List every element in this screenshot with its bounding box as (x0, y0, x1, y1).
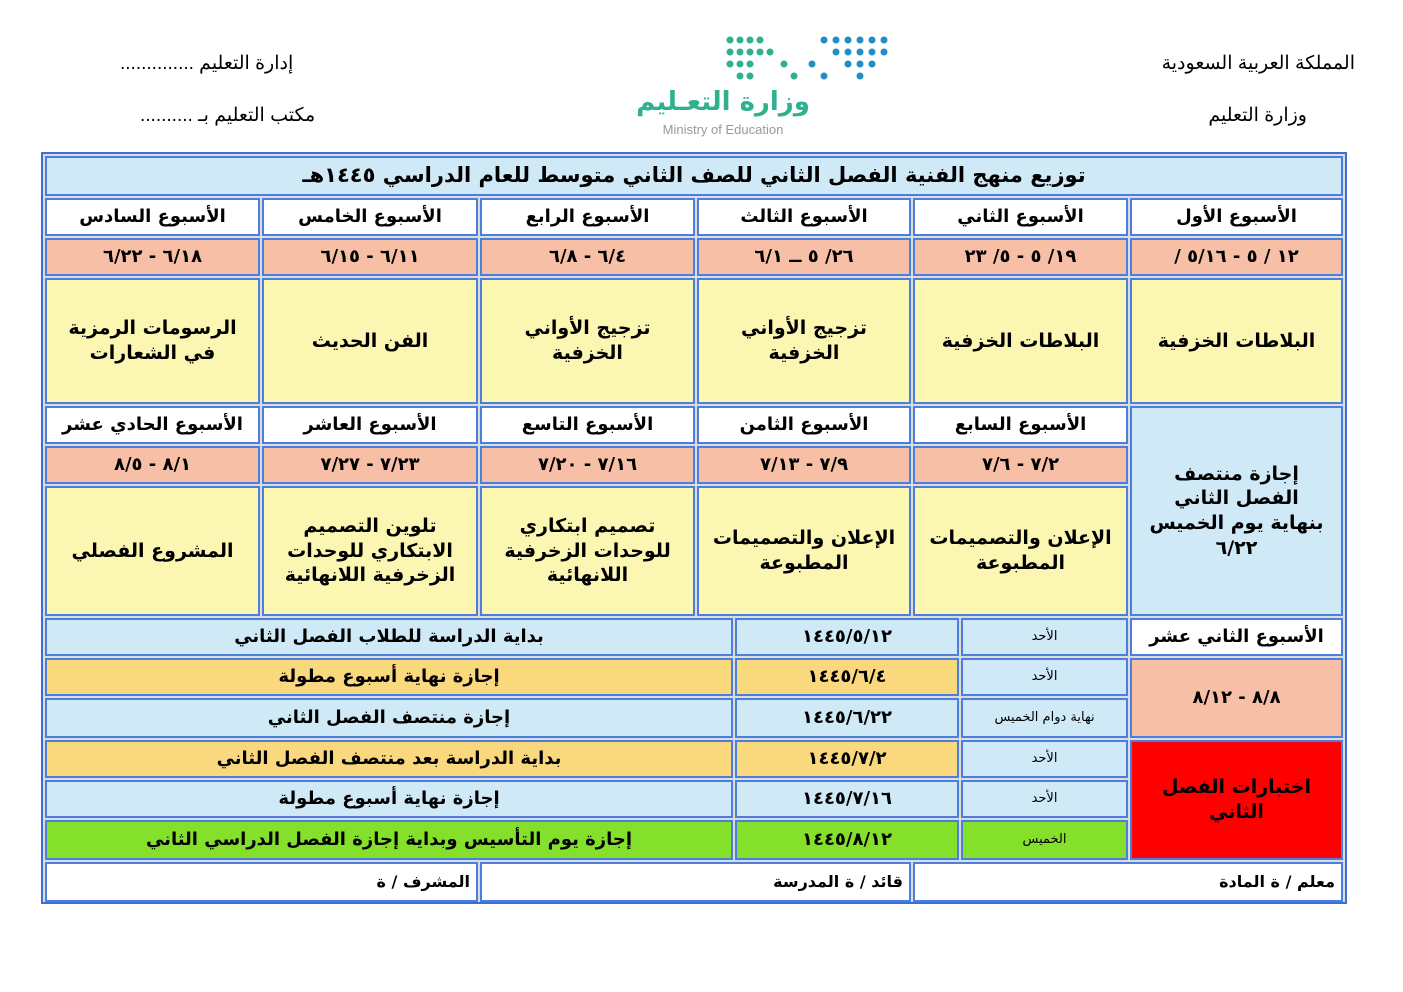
education-office-label: مكتب التعليم بـ .......... (140, 105, 316, 126)
logo-english-text: Ministry of Education (662, 122, 784, 137)
week-7-dates: ٧/٢ - ٧/٦ (913, 446, 1128, 484)
week-10-dates: ٧/٢٣ - ٧/٢٧ (262, 446, 478, 484)
week-5-topic: الفن الحديث (262, 278, 478, 404)
event-5-text: إجازة نهاية أسبوع مطولة (45, 780, 733, 818)
week-8-dates: ٧/٩ - ٧/١٣ (697, 446, 911, 484)
week-3-topic: تزجيج الأواني الخزفية (697, 278, 911, 404)
week-4-label: الأسبوع الرابع (480, 198, 695, 236)
week-11-dates: ٨/١ - ٨/٥ (45, 446, 260, 484)
teacher-signature: معلم / ة المادة (913, 862, 1343, 902)
week-8-label: الأسبوع الثامن (697, 406, 911, 444)
week-10-topic: تلوين التصميم الابتكاري للوحدات الزخرفية اللانهائية (262, 486, 478, 616)
event-6-day: الخميس (961, 820, 1128, 860)
event-1-day: الأحد (961, 618, 1128, 656)
event-1-date: ١٤٤٥/٥/١٢ (735, 618, 959, 656)
week-1-label: الأسبوع الأول (1130, 198, 1343, 236)
kingdom-label: المملكة العربية السعودية (1161, 53, 1355, 74)
event-4-day: الأحد (961, 740, 1128, 778)
week-5-dates: ٦/١١ - ٦/١٥ (262, 238, 478, 276)
week-2-label: الأسبوع الثاني (913, 198, 1128, 236)
week-9-topic: تصميم ابتكاري للوحدات الزخرفية اللانهائية (480, 486, 695, 616)
week-3-dates: ٢٦/ ٥ ــ ٦/١ (697, 238, 911, 276)
event-3-date: ١٤٤٥/٦/٢٢ (735, 698, 959, 738)
week-1-topic: البلاطات الخزفية (1130, 278, 1343, 404)
week-12-label: الأسبوع الثاني عشر (1130, 618, 1343, 656)
principal-signature: قائد / ة المدرسة (480, 862, 911, 902)
event-2-day: الأحد (961, 658, 1128, 696)
education-admin-label: إدارة التعليم .............. (120, 53, 294, 74)
event-3-day: نهاية دوام الخميس (961, 698, 1128, 738)
event-4-date: ١٤٤٥/٧/٢ (735, 740, 959, 778)
week-6-label: الأسبوع السادس (45, 198, 260, 236)
event-5-day: الأحد (961, 780, 1128, 818)
week-2-dates: ١٩/ ٥ - ٥/ ٢٣ (913, 238, 1128, 276)
week-5-label: الأسبوع الخامس (262, 198, 478, 236)
week-4-dates: ٦/٤ - ٦/٨ (480, 238, 695, 276)
supervisor-signature: المشرف / ة (45, 862, 478, 902)
week-11-label: الأسبوع الحادي عشر (45, 406, 260, 444)
event-6-text: إجازة يوم التأسيس وبداية إجازة الفصل الدراسي الثاني (45, 820, 733, 860)
event-3-text: إجازة منتصف الفصل الثاني (45, 698, 733, 738)
week-7-topic: الإعلان والتصميمات المطبوعة (913, 486, 1128, 616)
event-1-text: بداية الدراسة للطلاب الفصل الثاني (45, 618, 733, 656)
event-4-text: بداية الدراسة بعد منتصف الفصل الثاني (45, 740, 733, 778)
week-9-label: الأسبوع التاسع (480, 406, 695, 444)
week-11-topic: المشروع الفصلي (45, 486, 260, 616)
event-6-date: ١٤٤٥/٨/١٢ (735, 820, 959, 860)
week-7-label: الأسبوع السابع (913, 406, 1128, 444)
event-2-text: إجازة نهاية أسبوع مطولة (45, 658, 733, 696)
week-4-topic: تزجيج الأواني الخزفية (480, 278, 695, 404)
week-9-dates: ٧/١٦ - ٧/٢٠ (480, 446, 695, 484)
ministry-label: وزارة التعليم (1208, 105, 1307, 126)
week-3-label: الأسبوع الثالث (697, 198, 911, 236)
week-10-label: الأسبوع العاشر (262, 406, 478, 444)
logo-arabic-text: وزارة التعـليم (636, 87, 810, 117)
event-2-date: ١٤٤٥/٦/٤ (735, 658, 959, 696)
week-1-dates: ١٢ / ٥ - ٥/١٦ / (1130, 238, 1343, 276)
week-6-dates: ٦/١٨ - ٦/٢٢ (45, 238, 260, 276)
week-2-topic: البلاطات الخزفية (913, 278, 1128, 404)
midterm-break-note: إجازة منتصف الفصل الثاني بنهاية يوم الخميس ٦/٢٢ (1130, 406, 1343, 616)
week-12-dates: ٨/٨ - ٨/١٢ (1130, 658, 1343, 738)
week-8-topic: الإعلان والتصميمات المطبوعة (697, 486, 911, 616)
schedule-table (41, 152, 1347, 904)
week-6-topic: الرسومات الرمزية في الشعارات (45, 278, 260, 404)
logo-dots-icon (724, 34, 896, 82)
event-5-date: ١٤٤٥/٧/١٦ (735, 780, 959, 818)
exams-note: اختبارات الفصل الثاني (1130, 740, 1343, 860)
ministry-logo (632, 32, 912, 142)
table-title: توزيع منهج الفنية الفصل الثاني للصف الثاني متوسط للعام الدراسي ١٤٤٥هـ (45, 156, 1343, 196)
